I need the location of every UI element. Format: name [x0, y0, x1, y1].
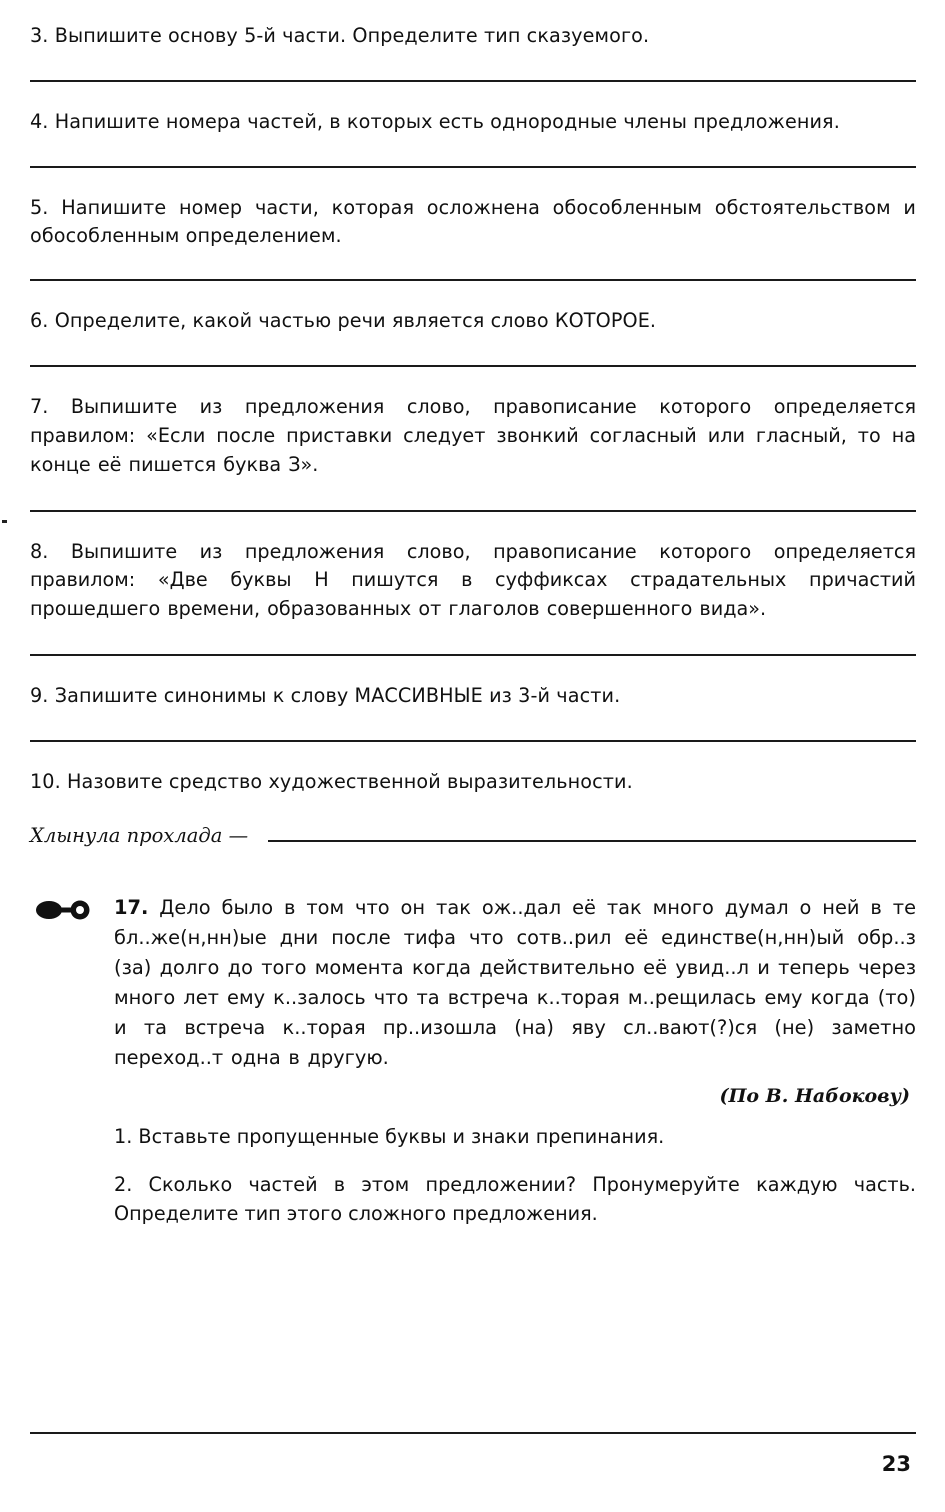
page-content: [30, 22, 916, 1248]
exercise-17-attribution: (По В. Набокову): [719, 1085, 910, 1108]
answer-line-8-wrap: [30, 624, 916, 656]
task-8: 8. Выпишите из предложения слово, правописание которого определяется правилом: «Две буквы Н пишутся в суффиксах страдательных причастий прошедшего времени, образованных от глаголов совершенного вида».: [30, 539, 916, 621]
spacer: [30, 512, 916, 538]
task-6: 6. Определите, какой частью речи является слово КОТОРОЕ.: [30, 309, 657, 333]
bullet-arrow-icon: [36, 897, 94, 923]
answer-line-9-wrap: [30, 710, 916, 742]
spacer: [30, 742, 916, 768]
answer-line-5-wrap: [30, 249, 916, 281]
spacer: [30, 367, 916, 393]
exercise-17-subtask-2: 2. Сколько частей в этом предложении? Пронумеруйте каждую часть. Определите тип этого сложного предложения.: [114, 1173, 916, 1225]
answer-line-7-wrap: [30, 480, 916, 512]
task-10-answer-row: [30, 824, 916, 847]
task-9: 9. Запишите синонимы к слову МАССИВНЫЕ из 3-й части.: [30, 684, 621, 707]
spacer: [30, 82, 916, 108]
answer-line-3-wrap: [30, 50, 916, 82]
bottom-answer-line[interactable]: [30, 1432, 916, 1434]
task-10-answer-line[interactable]: [268, 824, 916, 842]
task-5: 5. Напишите номер части, которая осложнена обособленным обстоятельством и обособленным определением.: [30, 195, 916, 247]
exercise-17: [30, 893, 916, 1229]
margin-speck: [2, 520, 7, 523]
bottom-answer-line-wrap: [30, 1432, 916, 1434]
task-7: 7. Выпишите из предложения слово, правописание которого определяется правилом: «Если после приставки следует звонкий согласный или гласный, то на конце её пишется буква З».: [30, 395, 916, 476]
answer-line-4-wrap: [30, 136, 916, 168]
answer-line-6-wrap: [30, 335, 916, 367]
page-number: 23: [881, 1452, 911, 1476]
spacer: [30, 168, 916, 194]
exercise-17-number: 17.: [114, 895, 149, 919]
exercise-17-text-body: [114, 893, 916, 1073]
exercise-17-subtask-1: 1. Вставьте пропущенные буквы и знаки препинания.: [114, 1125, 665, 1149]
task-10: 10. Назовите средство художественной выразительности.: [30, 769, 633, 793]
task-4: 4. Напишите номера частей, в которых есть однородные члены предложения.: [30, 109, 840, 133]
spacer: [30, 656, 916, 682]
task-10-prompt: Хлынула прохлада —: [30, 823, 249, 847]
spacer: [30, 281, 916, 307]
task-3: 3. Выпишите основу 5-й части. Определите тип сказуемого.: [30, 24, 650, 47]
exercise-17-text: Дело было в том что он так ож..дал её так много думал о ней в те бл..же(н,нн)ые дни после тифа что сотв..рил её единстве(н,нн)ый обр..з (за) долго до того момента когда действительно её увид..л и теперь через много лет ему к..залось что та встреча к..торая м..рещилась ему когда (то) и та встреча к..торая пр..изошла (на) яву сл..вают(?)ся (не) заметно переход..т одна в другую.: [114, 895, 916, 1070]
